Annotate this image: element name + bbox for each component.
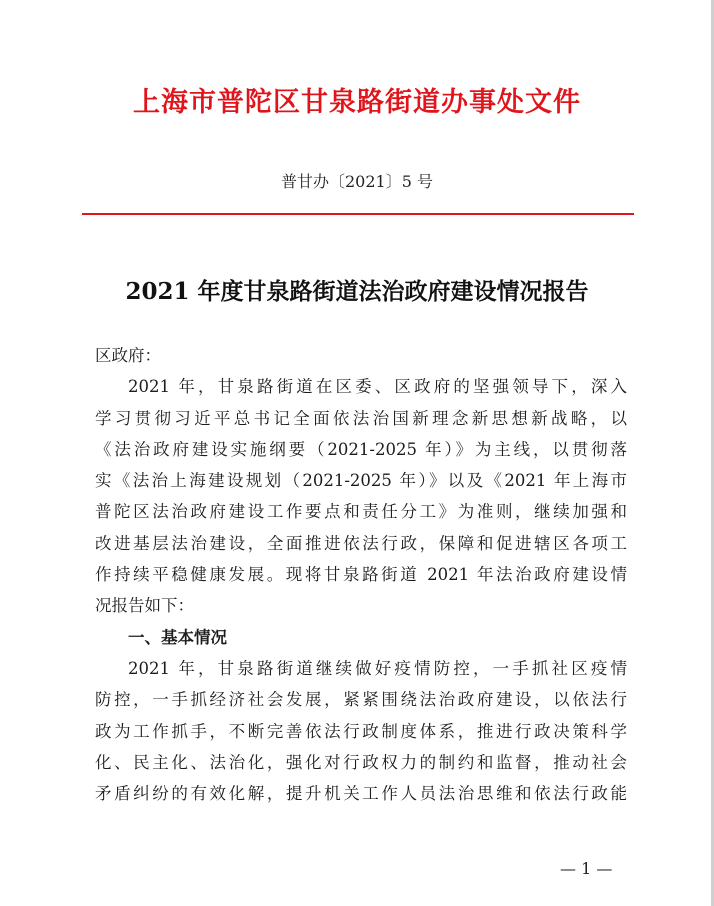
salutation: 区政府： [95,346,161,365]
paragraph-line: 实《法治上海建设规划（2021-2025 年）》以及《2021 年上海市 [95,471,627,491]
paragraph-line: 作持续平稳健康发展。现将甘泉路街道 2021 年法治政府建设情 [95,565,627,585]
paragraph-line: 改进基层法治建设，全面推进依法行政，保障和促进辖区各项工 [95,533,627,553]
paragraph-line: 2021 年，甘泉路街道在区委、区政府的坚强领导下，深入 [128,377,627,397]
paragraph-line: 防控，一手抓经济社会发展，紧紧围绕法治政府建设，以依法行 [95,690,627,710]
paragraph-line: 学习贯彻习近平总书记全面依法治国新理念新思想新战略，以 [95,408,627,428]
report-title: 2021 年度甘泉路街道法治政府建设情况报告 [125,278,589,305]
report-body [95,340,627,809]
paragraph-line: 况报告如下： [95,596,194,616]
paragraph-line: 普陀区法治政府建设工作要点和责任分工》为准则，继续加强和 [95,502,627,522]
red-divider [82,213,634,215]
document-header-title: 上海市普陀区甘泉路街道办事处文件 [133,87,581,118]
paragraph-line: 2021 年，甘泉路街道继续做好疫情防控，一手抓社区疫情 [128,658,627,678]
paragraph-line: 矛盾纠纷的有效化解，提升机关工作人员法治思维和依法行政能 [95,784,627,804]
paragraph-line: 《法治政府建设实施纲要（2021-2025 年）》为主线，以贯彻落 [95,439,627,459]
paragraph-line: 化、民主化、法治化，强化对行政权力的制约和监督，推动社会 [95,752,627,772]
page-number: — 1 — [560,859,613,878]
section-heading: 一、基本情况 [128,627,227,647]
document-number: 普甘办〔2021〕5 号 [281,172,433,191]
paragraph-line: 政为工作抓手，不断完善依法行政制度体系，推进行政决策科学 [95,721,627,741]
